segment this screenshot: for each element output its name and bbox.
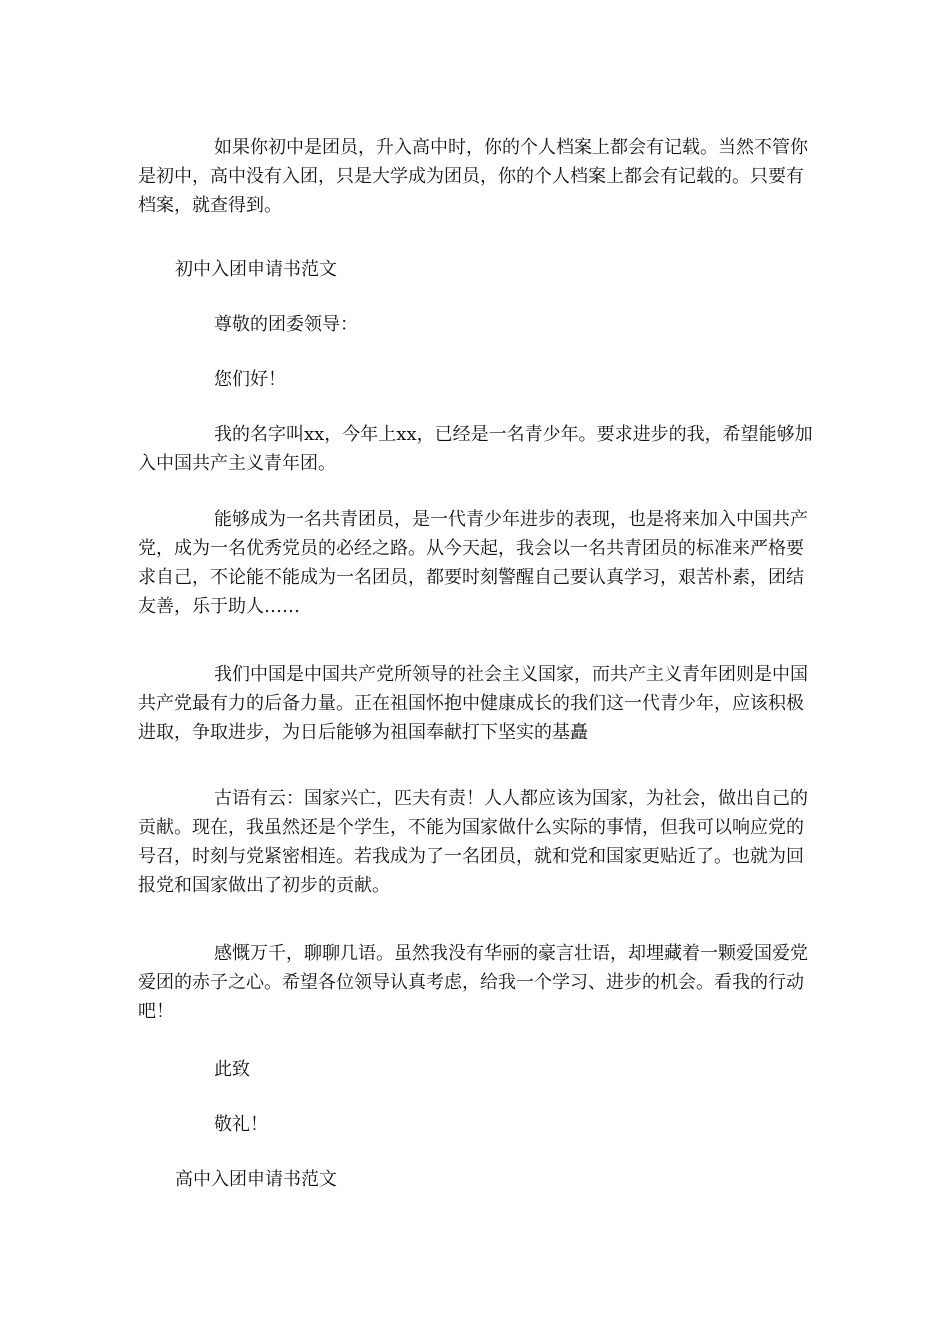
greeting: 您们好！ bbox=[214, 369, 286, 390]
paragraph-duty: 古语有云：国家兴亡，匹夫有责！人人都应该为国家，为社会，做出自己的贡献。现在，我虽然还是个学生，不能为国家做什么实际的事情，但我可以响应党的号召，时刻与党紧密相连。若我成为了一名团员，就和党和国家更贴近了。也就为回报党和国家做出了初步的贡献。 bbox=[138, 788, 808, 896]
paragraph-conclusion: 感慨万千，聊聊几语。虽然我没有华丽的豪言壮语，却埋藏着一颗爱国爱党爱团的赤子之心。希望各位领导认真考虑，给我一个学习、进步的机会。看我的行动吧！ bbox=[138, 943, 808, 1022]
heading-junior-sample: 初中入团申请书范文 bbox=[175, 259, 337, 280]
paragraph-motivation: 能够成为一名共青团员，是一代青少年进步的表现，也是将来加入中国共产党，成为一名优秀党员的必经之路。从今天起，我会以一名共青团员的标准来严格要求自己，不论能不能成为一名团员，都要时刻警醒自己要认真学习，艰苦朴素，团结友善，乐于助人…… bbox=[138, 509, 808, 617]
heading-senior-sample: 高中入团申请书范文 bbox=[175, 1169, 337, 1190]
intro-paragraph: 如果你初中是团员，升入高中时，你的个人档案上都会有记载。当然不管你是初中，高中没有入团，只是大学成为团员，你的个人档案上都会有记载的。只要有档案，就查得到。 bbox=[138, 137, 808, 216]
paragraph-country: 我们中国是中国共产党所领导的社会主义国家，而共产主义青年团则是中国共产党最有力的后备力量。正在祖国怀抱中健康成长的我们这一代青少年，应该积极进取，争取进步，为日后能够为祖国奉献打下坚实的基矗 bbox=[138, 664, 808, 743]
salutation: 尊敬的团委领导： bbox=[214, 314, 358, 335]
closing-line-2: 敬礼！ bbox=[214, 1114, 268, 1135]
paragraph-introduction: 我的名字叫xx，今年上xx，已经是一名青少年。要求进步的我，希望能够加入中国共产主义青年团。 bbox=[138, 424, 813, 474]
closing-line-1: 此致 bbox=[214, 1059, 250, 1080]
